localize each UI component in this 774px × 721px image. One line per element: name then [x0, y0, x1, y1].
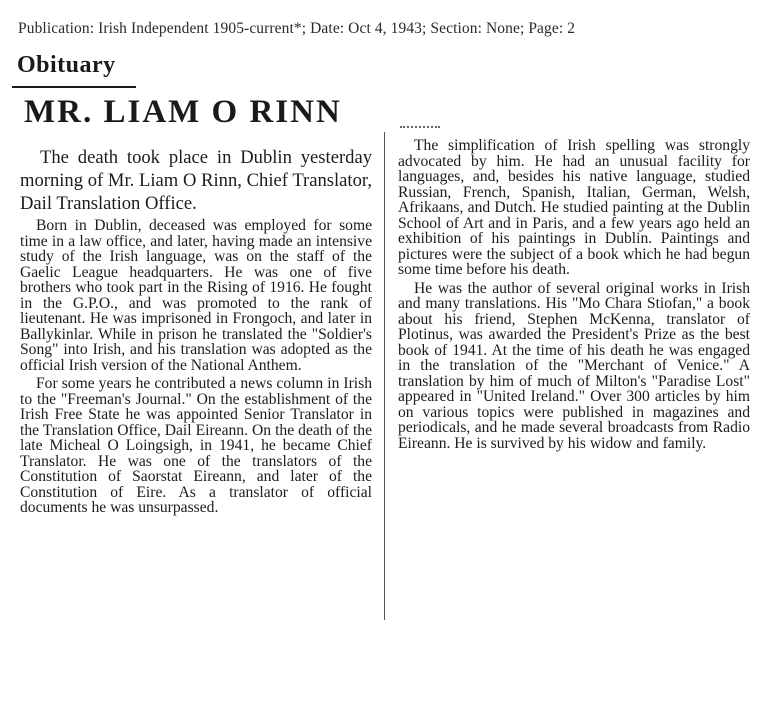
section-heading: Obituary [17, 52, 116, 78]
article-title: MR. LIAM O RINN [24, 94, 342, 130]
column-divider [384, 132, 385, 620]
article-paragraph: For some years he contributed a news column in Irish to the "Freeman's Journal." On the establishment of the Irish Free State he was appointed Senior Translator in the Translation Office, Dail Eireann. On the death of the late Micheal O Loingsigh, in 1941, he became Chief Translator. He was one of the translators of the Constitution of Saorstat Eireann, and later of the Constitution of Eire. As a translator of official documents he was unsurpassed. [20, 375, 372, 516]
publication-header: Publication: Irish Independent 1905-current*; Date: Oct 4, 1943; Section: None; Page: 2 [18, 20, 576, 37]
article-column-left [20, 146, 372, 519]
article-lead-paragraph: The death took place in Dublin yesterday morning of Mr. Liam O Rinn, Chief Translator, Dail Translation Office. [20, 147, 372, 214]
print-artifact [400, 126, 440, 128]
article-paragraph: The simplification of Irish spelling was strongly advocated by him. He had an unusual facility for languages, and, besides his native language, studied Russian, French, Spanish, Italian, German, Welsh, Afrikaans, and Dutch. He studied painting at the Dublin School of Art and in Paris, and a few years ago held an exhibition of his paintings in Dublin. Paintings and pictures were the subject of a book which he had begun some time before his death. [398, 137, 750, 278]
article-column-right [398, 138, 750, 454]
article-paragraph: Born in Dublin, deceased was employed for some time in a law office, and later, having made an intensive study of the Irish language, was on the staff of the Gaelic League headquarters. He was one of five brothers who took part in the Rising of 1916. He fought in the G.P.O., and was promoted to the rank of lieutenant. He was imprisoned in Frongoch, and later in Ballykinlar. While in prison he translated the "Soldier's Song" into Irish, and his translation was adopted as the official Irish version of the National Anthem. [20, 217, 372, 374]
article-paragraph: He was the author of several original works in Irish and many translations. His "Mo Chara Stiofan," a book about his friend, Stephen McKenna, translator of Plotinus, was awarded the President's Prize as the best book of 1941. At the time of his death he was engaged in the translation of the "Merchant of Venice." A translation by him of much of Milton's "Paradise Lost" appeared in "United Ireland." Over 300 articles by him on various topics were published in magazines and periodicals, and he made several broadcasts from Radio Eireann. He is survived by his widow and family. [398, 279, 750, 452]
section-underline [12, 86, 136, 88]
